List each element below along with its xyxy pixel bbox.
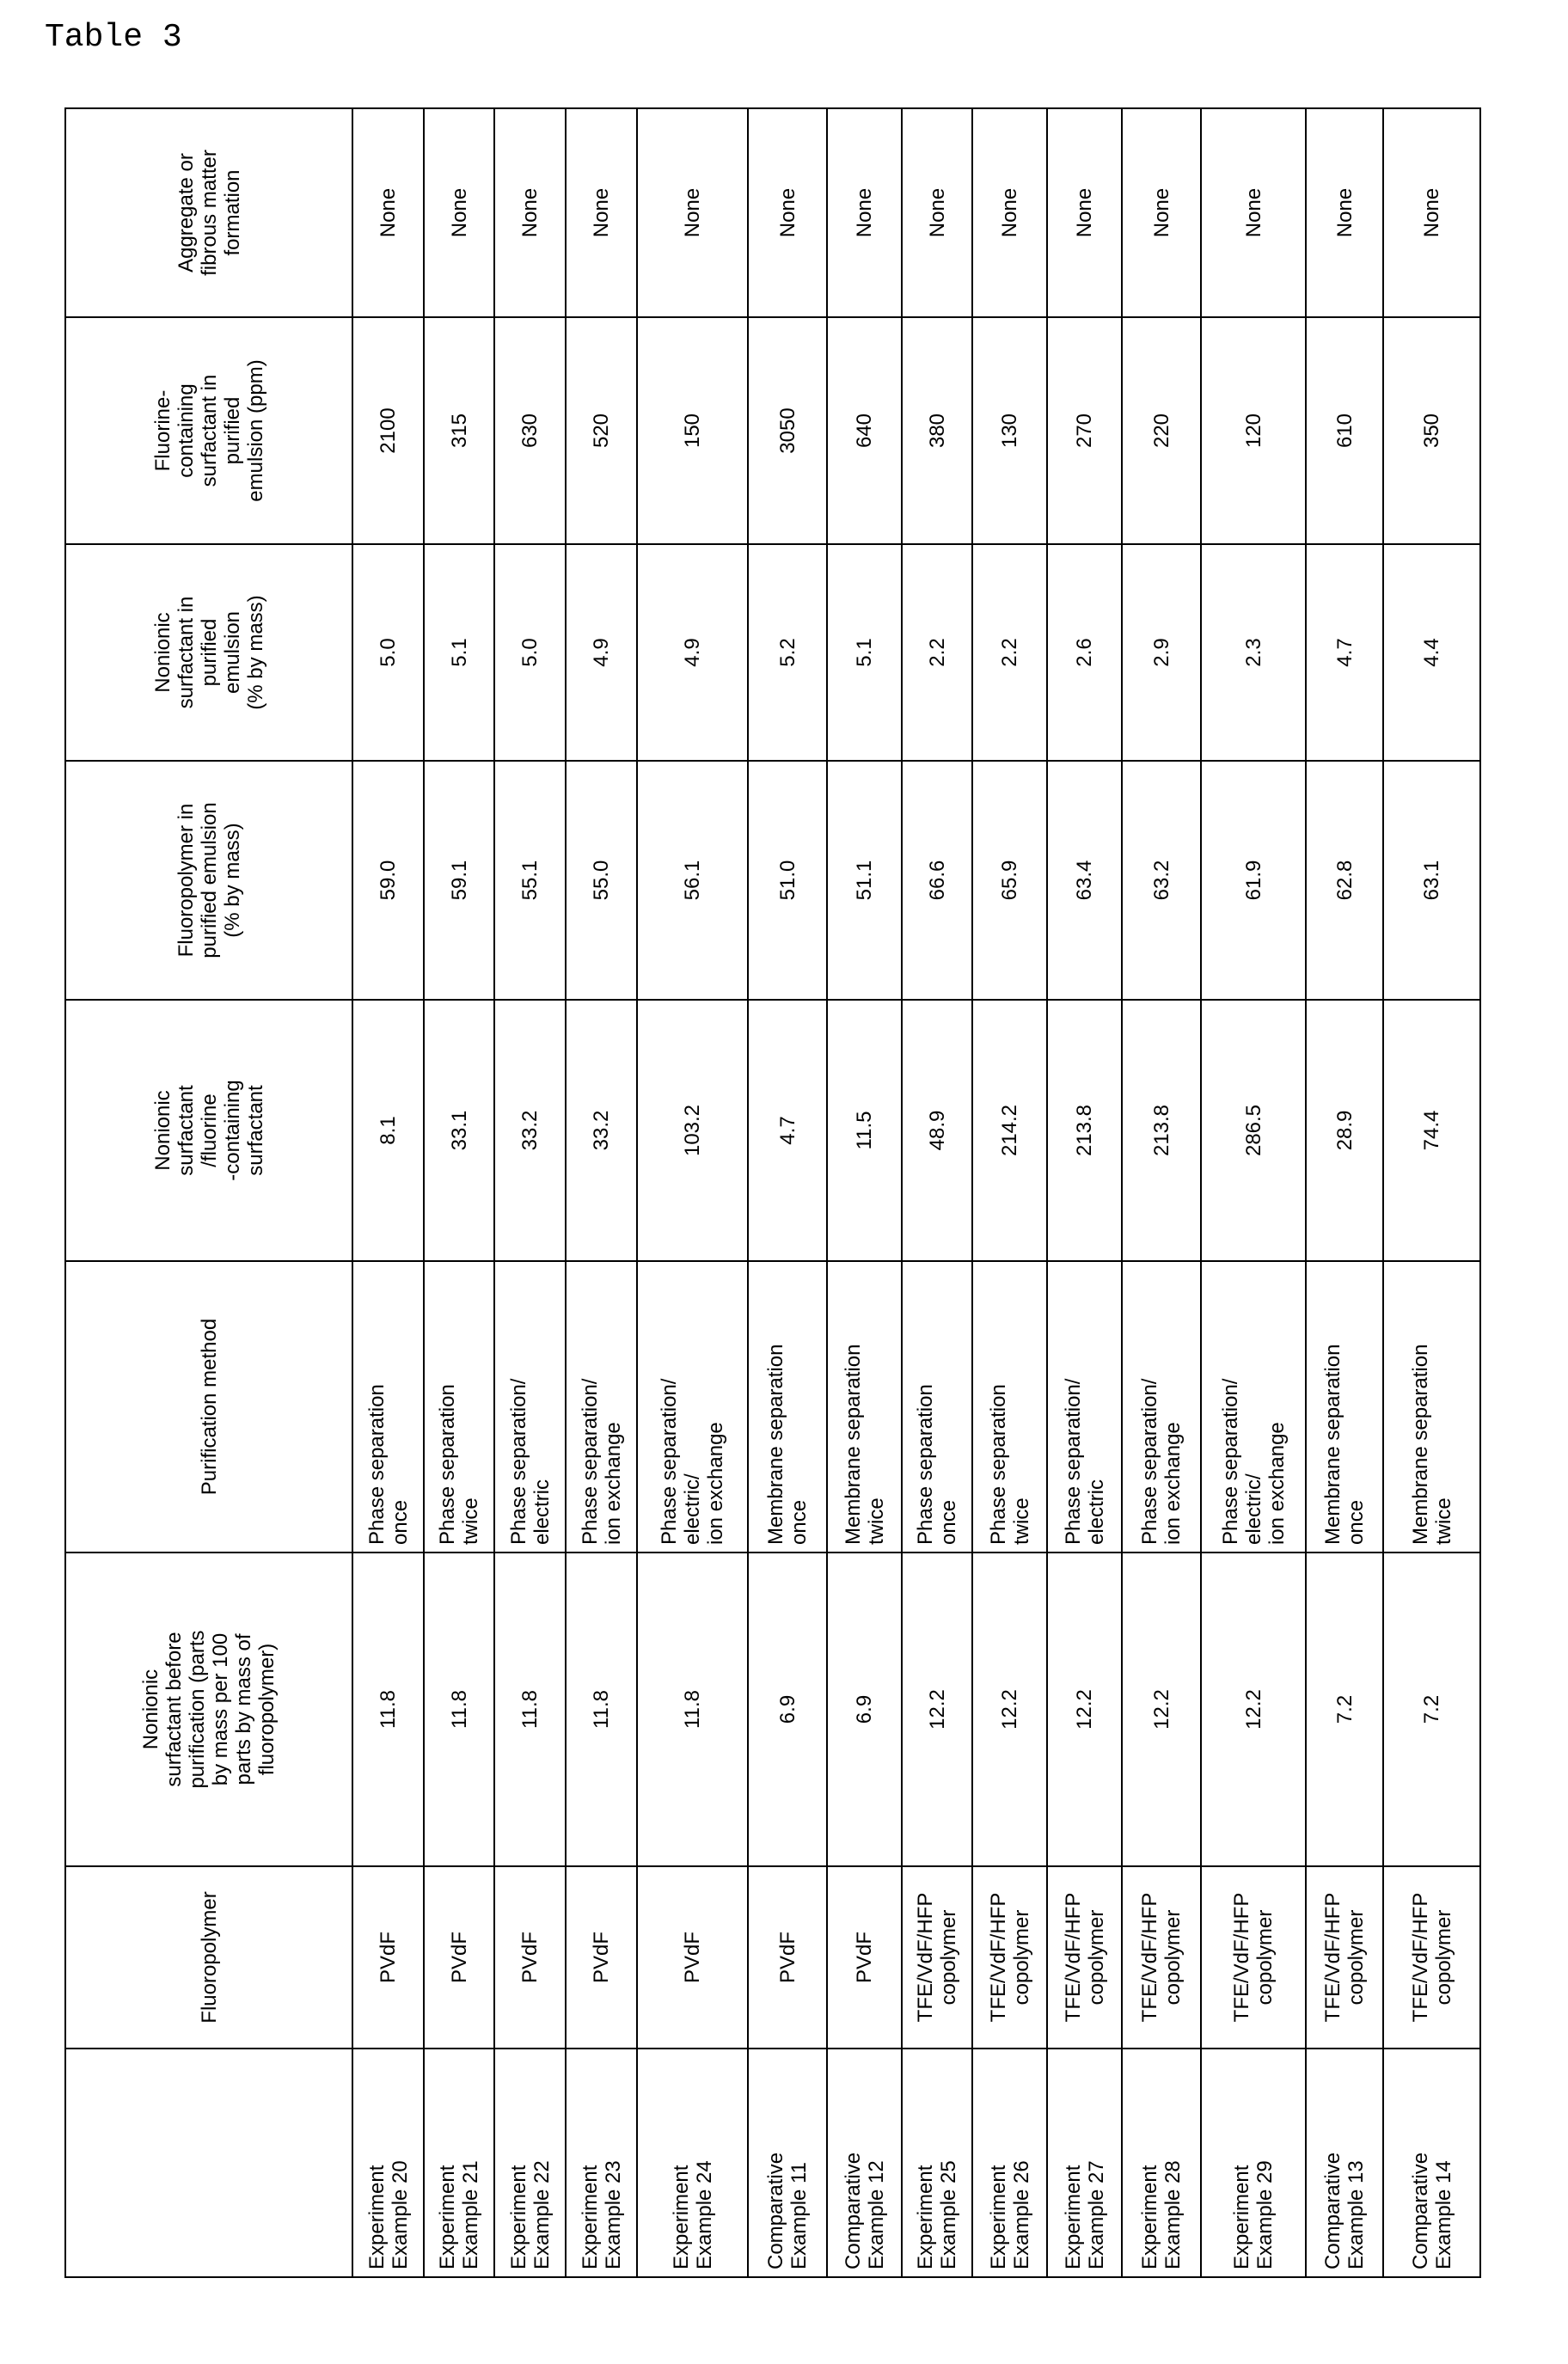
aggregate-cell: None <box>424 108 494 317</box>
nonionic-pct-cell: 4.9 <box>637 544 748 761</box>
header-nonionic-pct: Nonionic surfactant in purified emulsion (% by mass) <box>65 544 352 761</box>
fluoropolymer-pct-cell: 61.9 <box>1201 761 1306 1000</box>
nonionic-before-cell: 7.2 <box>1383 1553 1480 1866</box>
purification-method-cell: Phase separation once <box>902 1261 972 1553</box>
ratio-cell: 4.7 <box>748 1000 827 1261</box>
fluoropolymer-pct-cell: 63.1 <box>1383 761 1480 1000</box>
ratio-cell: 33.1 <box>424 1000 494 1261</box>
example-label-cell: Experiment Example 26 <box>972 2049 1047 2277</box>
nonionic-pct-cell: 2.9 <box>1122 544 1201 761</box>
example-label-cell: Experiment Example 25 <box>902 2049 972 2277</box>
table-row <box>352 108 424 2277</box>
fluoropolymer-cell: TFE/VdF/HFP copolymer <box>902 1866 972 2049</box>
aggregate-cell: None <box>748 108 827 317</box>
fluoropolymer-pct-cell: 55.1 <box>494 761 566 1000</box>
fluoropolymer-cell: TFE/VdF/HFP copolymer <box>972 1866 1047 2049</box>
table-row <box>566 108 637 2277</box>
ratio-cell: 286.5 <box>1201 1000 1306 1261</box>
fluoropolymer-pct-cell: 56.1 <box>637 761 748 1000</box>
purification-method-cell: Phase separation/ electric <box>494 1261 566 1553</box>
purification-method-cell: Membrane separation once <box>748 1261 827 1553</box>
example-label-cell: Experiment Example 28 <box>1122 2049 1201 2277</box>
table-row <box>1201 108 1306 2277</box>
fluoropolymer-pct-cell: 51.1 <box>827 761 902 1000</box>
nonionic-pct-cell: 4.9 <box>566 544 637 761</box>
ratio-cell: 213.8 <box>1122 1000 1201 1261</box>
table-row <box>972 108 1047 2277</box>
fluoropolymer-pct-cell: 55.0 <box>566 761 637 1000</box>
header-ratio: Nonionic surfactant /fluorine -containing surfactant <box>65 1000 352 1261</box>
header-aggregate: Aggregate or fibrous matter formation <box>65 108 352 317</box>
fluorine-ppm-cell: 520 <box>566 317 637 544</box>
table-row <box>1383 108 1480 2277</box>
fluorine-ppm-cell: 630 <box>494 317 566 544</box>
fluoropolymer-cell: PVdF <box>494 1866 566 2049</box>
nonionic-pct-cell: 4.4 <box>1383 544 1480 761</box>
nonionic-before-cell: 12.2 <box>902 1553 972 1866</box>
fluorine-ppm-cell: 270 <box>1047 317 1122 544</box>
header-example <box>65 2049 352 2277</box>
table-row <box>637 108 748 2277</box>
aggregate-cell: None <box>972 108 1047 317</box>
example-label-cell: Experiment Example 23 <box>566 2049 637 2277</box>
purification-method-cell: Phase separation/ ion exchange <box>566 1261 637 1553</box>
header-fluoropolymer: Fluoropolymer <box>65 1866 352 2049</box>
ratio-cell: 11.5 <box>827 1000 902 1261</box>
ratio-cell: 48.9 <box>902 1000 972 1261</box>
example-label-cell: Comparative Example 13 <box>1306 2049 1383 2277</box>
nonionic-pct-cell: 5.1 <box>827 544 902 761</box>
fluoropolymer-cell: TFE/VdF/HFP copolymer <box>1201 1866 1306 2049</box>
example-label-cell: Comparative Example 12 <box>827 2049 902 2277</box>
nonionic-pct-cell: 5.1 <box>424 544 494 761</box>
example-label-cell: Experiment Example 29 <box>1201 2049 1306 2277</box>
fluoropolymer-pct-cell: 51.0 <box>748 761 827 1000</box>
results-table <box>64 107 1481 2278</box>
table-row <box>748 108 827 2277</box>
fluorine-ppm-cell: 2100 <box>352 317 424 544</box>
nonionic-before-cell: 11.8 <box>566 1553 637 1866</box>
aggregate-cell: None <box>1306 108 1383 317</box>
fluoropolymer-cell: PVdF <box>637 1866 748 2049</box>
aggregate-cell: None <box>827 108 902 317</box>
fluoropolymer-cell: PVdF <box>352 1866 424 2049</box>
nonionic-before-cell: 12.2 <box>1122 1553 1201 1866</box>
header-fluoropolymer-pct: Fluoropolymer in purified emulsion (% by mass) <box>65 761 352 1000</box>
ratio-cell: 28.9 <box>1306 1000 1383 1261</box>
header-row <box>65 108 352 2277</box>
nonionic-before-cell: 11.8 <box>494 1553 566 1866</box>
nonionic-pct-cell: 2.3 <box>1201 544 1306 761</box>
header-purification-method: Purification method <box>65 1261 352 1553</box>
nonionic-before-cell: 12.2 <box>1201 1553 1306 1866</box>
table-row <box>424 108 494 2277</box>
fluorine-ppm-cell: 380 <box>902 317 972 544</box>
table-row <box>494 108 566 2277</box>
example-label-cell: Comparative Example 11 <box>748 2049 827 2277</box>
purification-method-cell: Phase separation/ electric/ ion exchange <box>1201 1261 1306 1553</box>
example-label-cell: Experiment Example 20 <box>352 2049 424 2277</box>
table-row <box>1306 108 1383 2277</box>
fluoropolymer-cell: PVdF <box>566 1866 637 2049</box>
fluorine-ppm-cell: 610 <box>1306 317 1383 544</box>
nonionic-before-cell: 6.9 <box>748 1553 827 1866</box>
nonionic-pct-cell: 5.0 <box>352 544 424 761</box>
purification-method-cell: Phase separation/ ion exchange <box>1122 1261 1201 1553</box>
aggregate-cell: None <box>902 108 972 317</box>
example-label-cell: Comparative Example 14 <box>1383 2049 1480 2277</box>
fluoropolymer-pct-cell: 63.4 <box>1047 761 1122 1000</box>
purification-method-cell: Membrane separation once <box>1306 1261 1383 1553</box>
fluorine-ppm-cell: 640 <box>827 317 902 544</box>
header-nonionic-before: Nonionic surfactant before purification (parts by mass per 100 parts by mass of fluoropolymer) <box>65 1553 352 1866</box>
nonionic-before-cell: 12.2 <box>1047 1553 1122 1866</box>
fluoropolymer-pct-cell: 65.9 <box>972 761 1047 1000</box>
fluorine-ppm-cell: 3050 <box>748 317 827 544</box>
purification-method-cell: Phase separation twice <box>972 1261 1047 1553</box>
aggregate-cell: None <box>352 108 424 317</box>
fluoropolymer-pct-cell: 59.0 <box>352 761 424 1000</box>
nonionic-pct-cell: 2.6 <box>1047 544 1122 761</box>
rotated-table-container <box>64 109 1479 2278</box>
example-label-cell: Experiment Example 24 <box>637 2049 748 2277</box>
purification-method-cell: Phase separation twice <box>424 1261 494 1553</box>
nonionic-before-cell: 11.8 <box>352 1553 424 1866</box>
ratio-cell: 33.2 <box>566 1000 637 1261</box>
nonionic-pct-cell: 5.0 <box>494 544 566 761</box>
table-row <box>827 108 902 2277</box>
nonionic-before-cell: 6.9 <box>827 1553 902 1866</box>
table-caption: Table 3 <box>45 19 182 56</box>
aggregate-cell: None <box>1383 108 1480 317</box>
fluorine-ppm-cell: 120 <box>1201 317 1306 544</box>
table-row <box>1047 108 1122 2277</box>
nonionic-before-cell: 12.2 <box>972 1553 1047 1866</box>
fluoropolymer-pct-cell: 62.8 <box>1306 761 1383 1000</box>
purification-method-cell: Phase separation/ electric <box>1047 1261 1122 1553</box>
example-label-cell: Experiment Example 21 <box>424 2049 494 2277</box>
fluorine-ppm-cell: 315 <box>424 317 494 544</box>
fluoropolymer-cell: TFE/VdF/HFP copolymer <box>1306 1866 1383 2049</box>
fluorine-ppm-cell: 130 <box>972 317 1047 544</box>
fluoropolymer-pct-cell: 63.2 <box>1122 761 1201 1000</box>
nonionic-before-cell: 11.8 <box>424 1553 494 1866</box>
nonionic-before-cell: 7.2 <box>1306 1553 1383 1866</box>
fluoropolymer-cell: TFE/VdF/HFP copolymer <box>1383 1866 1480 2049</box>
aggregate-cell: None <box>566 108 637 317</box>
header-fluorine-ppm: Fluorine- containing surfactant in purified emulsion (ppm) <box>65 317 352 544</box>
fluorine-ppm-cell: 220 <box>1122 317 1201 544</box>
aggregate-cell: None <box>494 108 566 317</box>
ratio-cell: 33.2 <box>494 1000 566 1261</box>
example-label-cell: Experiment Example 27 <box>1047 2049 1122 2277</box>
ratio-cell: 74.4 <box>1383 1000 1480 1261</box>
purification-method-cell: Phase separation/ electric/ ion exchange <box>637 1261 748 1553</box>
purification-method-cell: Membrane separation twice <box>1383 1261 1480 1553</box>
ratio-cell: 213.8 <box>1047 1000 1122 1261</box>
fluoropolymer-cell: TFE/VdF/HFP copolymer <box>1122 1866 1201 2049</box>
aggregate-cell: None <box>1122 108 1201 317</box>
purification-method-cell: Membrane separation twice <box>827 1261 902 1553</box>
ratio-cell: 214.2 <box>972 1000 1047 1261</box>
purification-method-cell: Phase separation once <box>352 1261 424 1553</box>
fluoropolymer-cell: PVdF <box>424 1866 494 2049</box>
fluoropolymer-pct-cell: 66.6 <box>902 761 972 1000</box>
fluoropolymer-cell: PVdF <box>827 1866 902 2049</box>
aggregate-cell: None <box>637 108 748 317</box>
fluoropolymer-cell: TFE/VdF/HFP copolymer <box>1047 1866 1122 2049</box>
ratio-cell: 103.2 <box>637 1000 748 1261</box>
fluoropolymer-cell: PVdF <box>748 1866 827 2049</box>
example-label-cell: Experiment Example 22 <box>494 2049 566 2277</box>
nonionic-pct-cell: 2.2 <box>902 544 972 761</box>
table-row <box>1122 108 1201 2277</box>
ratio-cell: 8.1 <box>352 1000 424 1261</box>
fluorine-ppm-cell: 350 <box>1383 317 1480 544</box>
aggregate-cell: None <box>1201 108 1306 317</box>
nonionic-before-cell: 11.8 <box>637 1553 748 1866</box>
aggregate-cell: None <box>1047 108 1122 317</box>
fluoropolymer-pct-cell: 59.1 <box>424 761 494 1000</box>
nonionic-pct-cell: 5.2 <box>748 544 827 761</box>
nonionic-pct-cell: 4.7 <box>1306 544 1383 761</box>
fluorine-ppm-cell: 150 <box>637 317 748 544</box>
table-row <box>902 108 972 2277</box>
nonionic-pct-cell: 2.2 <box>972 544 1047 761</box>
